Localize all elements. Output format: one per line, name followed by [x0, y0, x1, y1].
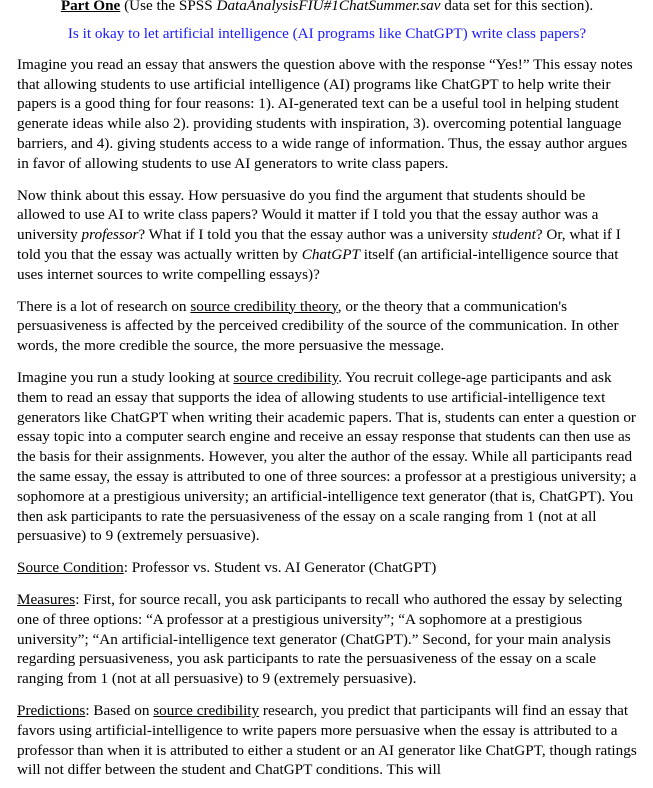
student-emphasis: student	[491, 226, 536, 244]
p3-text-b: , or the theory that a communication's persuasiveness is affected by the perceived credibility of the source of the communication. In other words, the more credible the source, the more persuasive the message.	[17, 297, 619, 355]
part-label: Part One	[60, 0, 121, 14]
paragraph-predictions	[17, 701, 637, 780]
dataset-filename: DataAnalysisFIU#1ChatSummer.sav	[216, 0, 441, 14]
header-pre-text: (Use the SPSS	[120, 0, 217, 14]
section-header	[17, 0, 637, 16]
paragraph-think-about-essay	[17, 186, 637, 285]
measures-label: Measures	[17, 590, 76, 608]
p7-text-a: : Based on	[85, 701, 154, 719]
p2-text-b: ? What if I told you that the essay author was a university	[138, 226, 492, 244]
predictions-label: Predictions	[17, 701, 86, 719]
chatgpt-emphasis: ChatGPT	[301, 245, 360, 263]
p3-text-a: There is a lot of research on	[17, 297, 191, 315]
p2-text-c: ? Or, what if I told you that the essay was actually written by	[17, 226, 621, 263]
p2-text-a: Now think about this essay. How persuasive do you find the argument that students should be allowed to use AI to write class papers? Would it matter if I told you that the essay author was a university	[17, 186, 599, 244]
p7-text-b: research, you predict that participants will find an essay that favors using artificial-intelligence to write papers more persuasive when the essay is attributed to a professor than when it is attributed to either a student or an AI generator like ChatGPT, though ratings will not differ between the student and ChatGPT conditions. This will	[17, 701, 637, 779]
header-post-text: data set for this section).	[440, 0, 594, 14]
paragraph-study-design	[17, 368, 637, 546]
source-credibility-term-2: source credibility	[153, 701, 260, 719]
source-condition-text: : Professor vs. Student vs. AI Generator (ChatGPT)	[123, 559, 437, 577]
measures-text: : First, for source recall, you ask participants to recall who authored the essay by selecting one of three options: “A professor at a prestigious university”; “A sophomore at a prestigious university”; “An artificial-intelligence text generator (ChatGPT).” Second, for your main analysis regarding persuasiveness, you ask participants to rate the persuasiveness of the essay on a scale ranging from 1 (not at all persuasive) to 9 (extremely persuasive).	[17, 590, 623, 688]
p4-text-a: Imagine you run a study looking at	[17, 368, 234, 386]
professor-emphasis: professor	[81, 226, 139, 244]
paragraph-source-condition	[17, 558, 637, 578]
source-credibility-theory-term: source credibility theory	[190, 297, 338, 315]
p4-text-b: . You recruit college-age participants and ask them to read an essay that supports the idea of allowing students to use artificial-intelligence text generators like ChatGPT when writing their academic papers. That is, students can enter a question or essay topic into a computer search engine and receive an essay response that students can then use as the basis for their assignments. However, you alter the author of the essay. While all participants read the same essay, the essay is attributed to one of three sources: a professor at a prestigious university; a sophomore at a prestigious university; an artificial-intelligence text generator (that is, ChatGPT). You then ask participants to rate the persuasiveness of the essay on a scale ranging from 1 (not at all persuasive) to 9 (extremely persuasive).	[17, 368, 637, 545]
source-credibility-term: source credibility	[233, 368, 339, 386]
p2-text-d: itself (an artificial-intelligence source that uses internet sources to write compelling essays)?	[17, 245, 619, 283]
paragraph-essay-summary: Imagine you read an essay that answers the question above with the response “Yes!” This essay notes that allowing students to use artificial intelligence (AI) programs like ChatGPT to help write their papers is a good thing for four reasons: 1). AI-generated text can be a useful tool in helping student generate ideas while also 2). providing students with inspiration, 3). overcoming potential language barriers, and 4). giving students access to a wide range of information. Thus, the essay author argues in favor of allowing students to use AI generators to write class papers.	[17, 55, 633, 172]
source-condition-label: Source Condition	[17, 559, 124, 577]
paragraph-measures	[17, 590, 637, 689]
paragraph-source-credibility-theory	[17, 297, 637, 356]
research-question: Is it okay to let artificial intelligence (AI programs like ChatGPT) write class papers?	[67, 25, 587, 42]
